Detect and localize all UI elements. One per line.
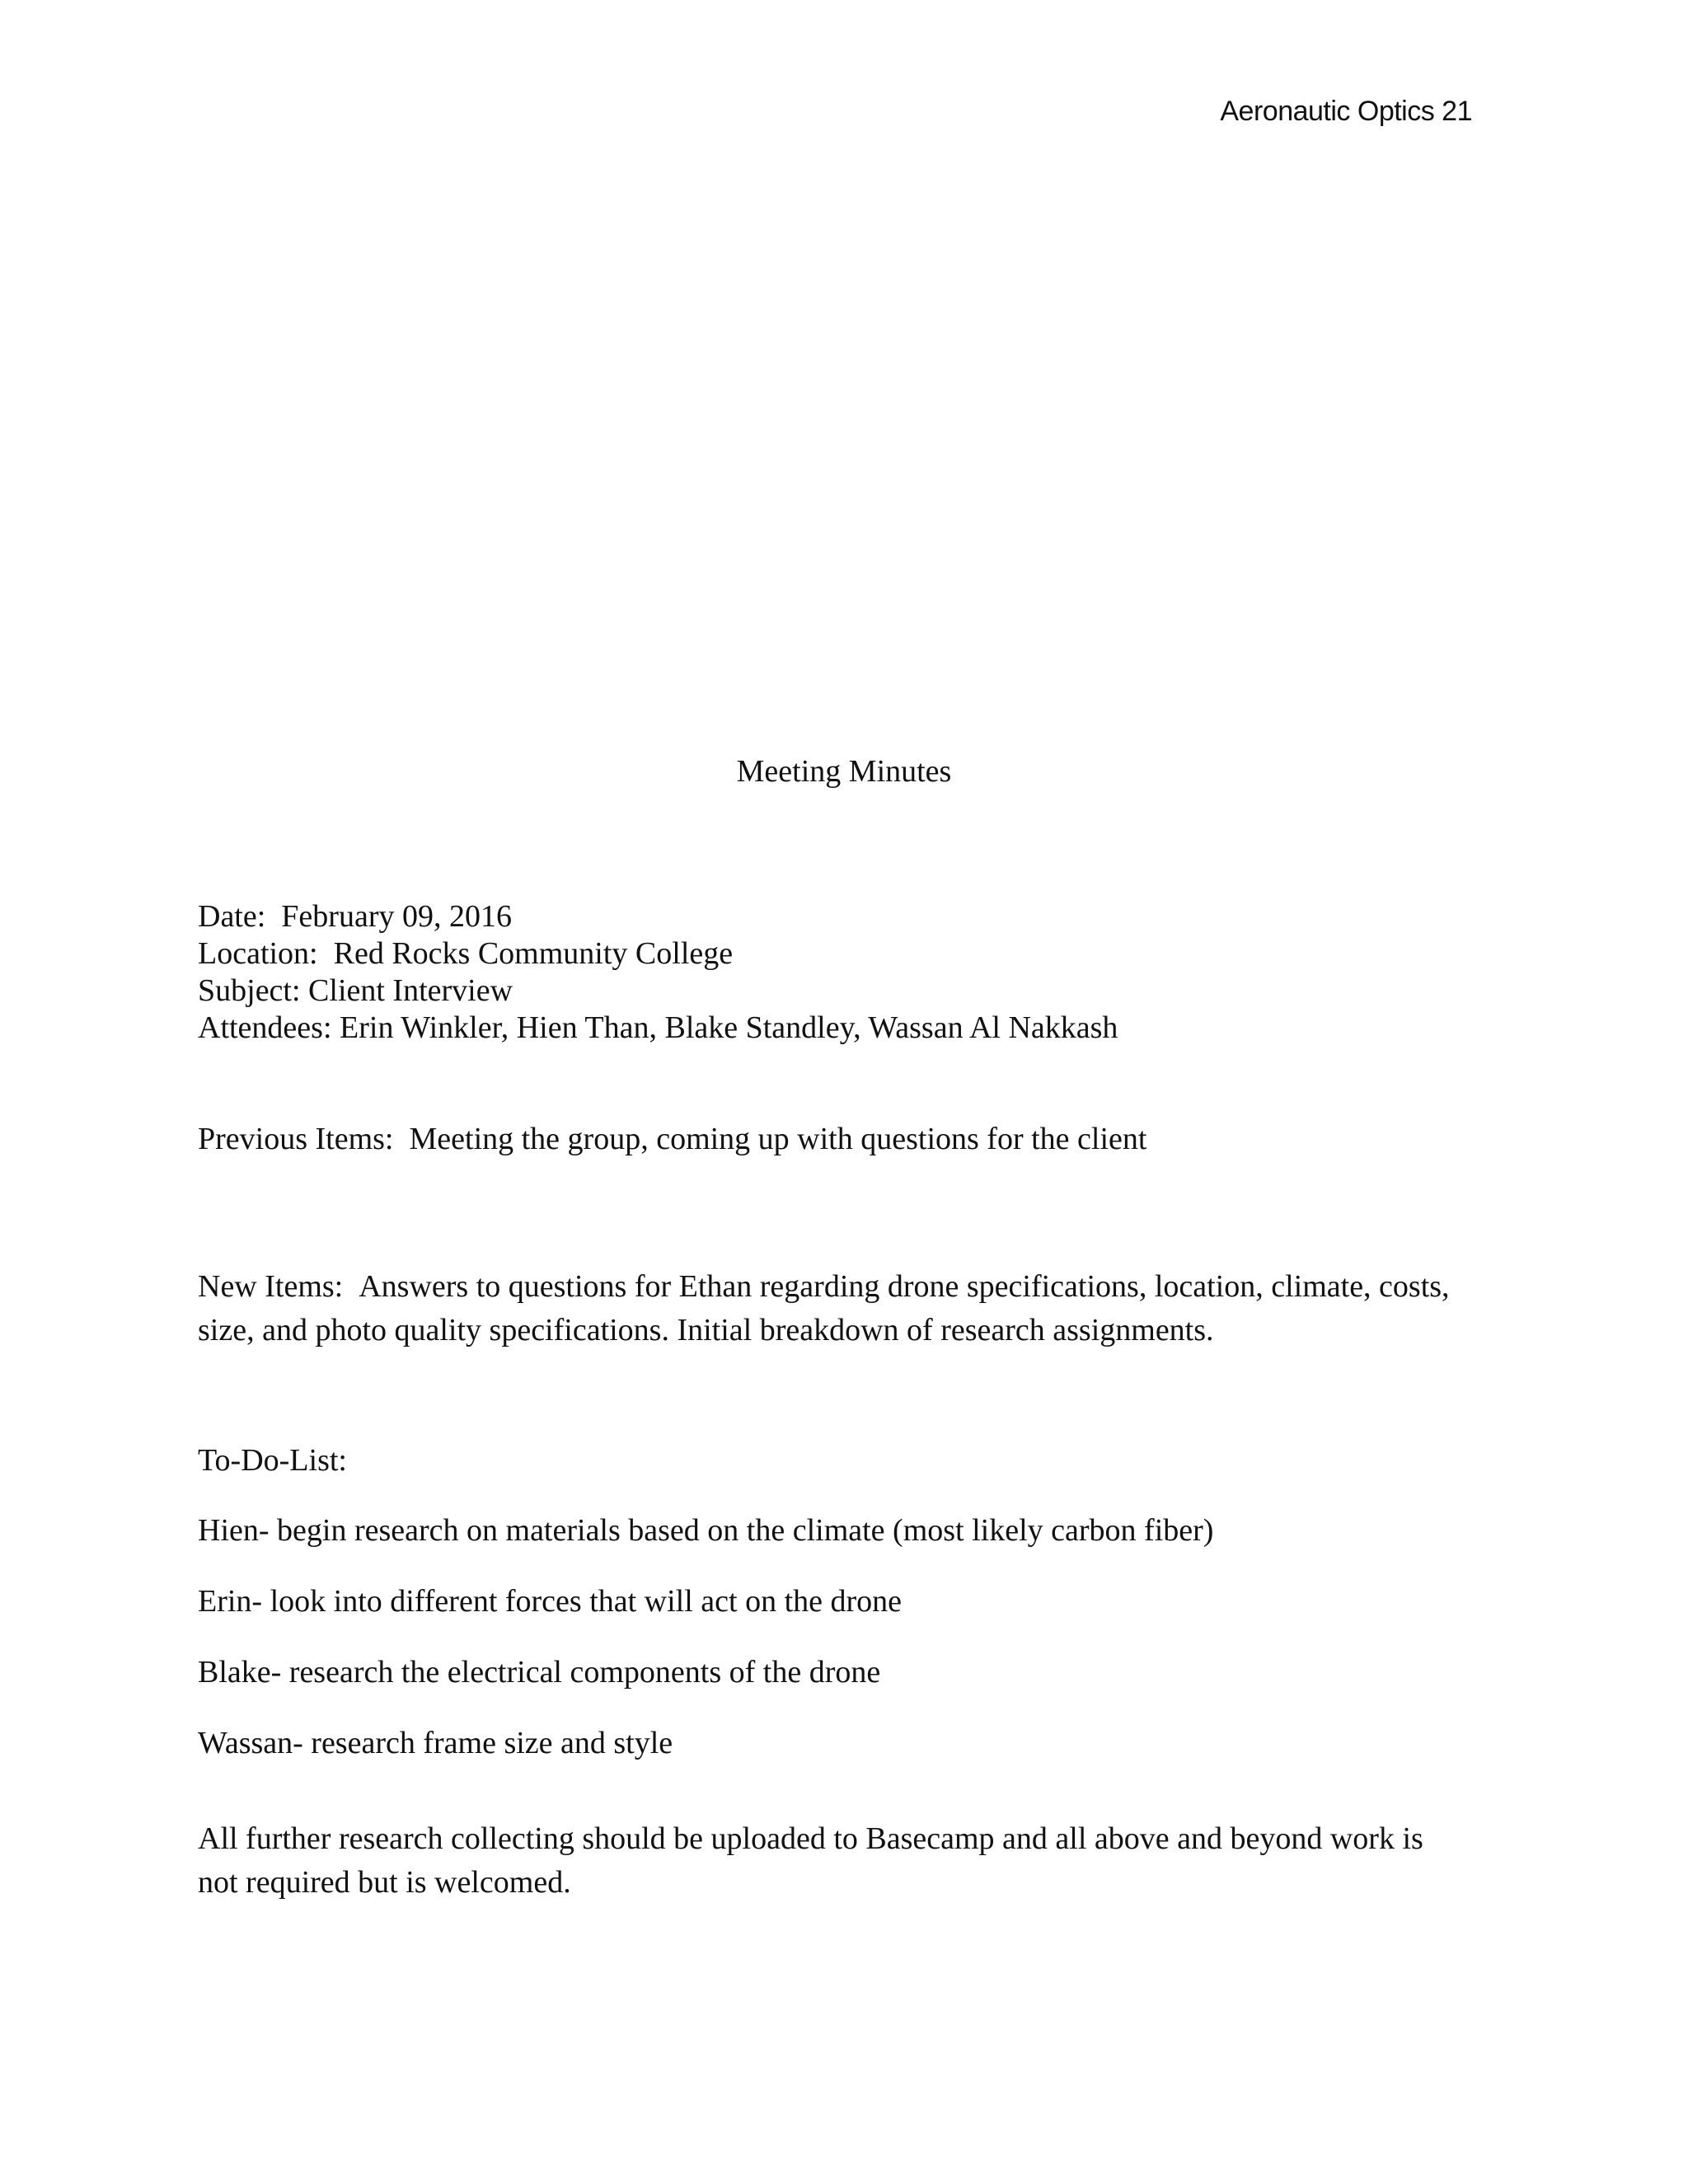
previous-items bbox=[198, 1121, 1484, 1158]
date-label: Date: bbox=[198, 899, 266, 934]
running-head: Aeronautic Optics 21 bbox=[1220, 96, 1472, 127]
closing-note: All further research collecting should be uploaded to Basecamp and all above and beyond work is not required but is welcomed. bbox=[198, 1821, 1423, 1900]
location-value: Red Rocks Community College bbox=[333, 936, 734, 971]
todo-item-wassan: Wassan- research frame size and style bbox=[198, 1726, 673, 1760]
new-items-label: New Items: bbox=[198, 1269, 344, 1304]
date-line bbox=[198, 898, 1484, 935]
todo-item-hien: Hien- begin research on materials based on the climate (most likely carbon fiber) bbox=[198, 1513, 1214, 1548]
date-value: February 09, 2016 bbox=[281, 899, 512, 934]
todo-heading: To-Do-List: bbox=[198, 1443, 347, 1478]
document-title: Meeting Minutes bbox=[736, 754, 952, 789]
todo-list bbox=[198, 1512, 1484, 1796]
new-items-text: Answers to questions for Ethan regarding drone specifications, location, climate, costs, size, and photo quality specifications. Initial breakdown of research assignments. bbox=[198, 1269, 1450, 1347]
subject-line bbox=[198, 972, 1484, 1010]
location-label: Location: bbox=[198, 936, 318, 971]
attendees-value: Erin Winkler, Hien Than, Blake Standley, Wassan Al Nakkash bbox=[340, 1010, 1118, 1045]
attendees-label: Attendees: bbox=[198, 1010, 332, 1045]
new-items bbox=[198, 1265, 1451, 1352]
subject-label: Subject: bbox=[198, 973, 301, 1008]
previous-items-text: Meeting the group, coming up with questions for the client bbox=[409, 1122, 1147, 1156]
previous-items-label: Previous Items: bbox=[198, 1122, 394, 1156]
todo-item-erin: Erin- look into different forces that will act on the drone bbox=[198, 1584, 903, 1619]
attendees-line bbox=[198, 1010, 1484, 1047]
subject-value: Client Interview bbox=[308, 973, 513, 1008]
meeting-details bbox=[198, 898, 1484, 1047]
todo-item-blake: Blake- research the electrical components of the drone bbox=[198, 1655, 881, 1690]
location-line bbox=[198, 935, 1484, 972]
